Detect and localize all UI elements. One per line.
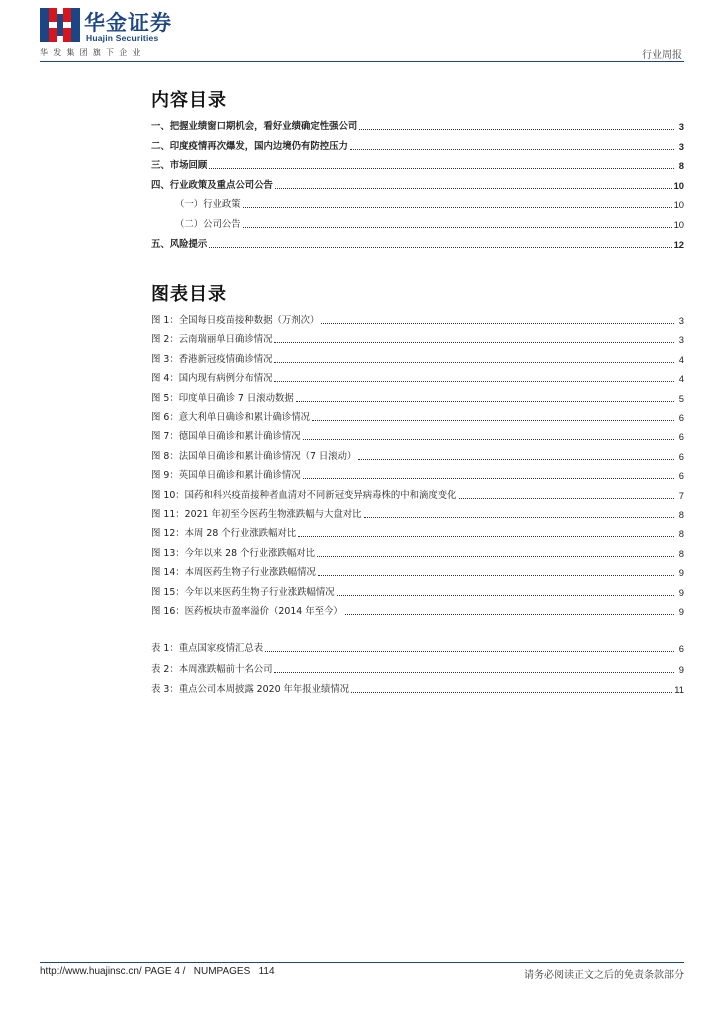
brand-name-en: Huajin Securities xyxy=(86,33,159,43)
figure-entry-page-number: 4 xyxy=(678,373,684,385)
figure-entry[interactable] xyxy=(151,371,684,385)
table-entry-page-number: 9 xyxy=(678,663,684,675)
dot-leader xyxy=(298,536,674,537)
dot-leader xyxy=(318,575,674,576)
table-entry-label: 表 3：重点公司本周披露 2020 年年报业绩情况 xyxy=(151,684,350,695)
dot-leader xyxy=(350,149,674,150)
contents-entry-page-number: 3 xyxy=(678,140,684,152)
contents-entry[interactable] xyxy=(151,237,684,251)
figure-entry-page-number: 6 xyxy=(678,431,684,443)
contents-entry-page-number: 3 xyxy=(678,121,684,132)
dot-leader xyxy=(243,227,672,228)
figure-entry-label: 图 6：意大利单日确诊和累计确诊情况 xyxy=(151,412,310,423)
figure-entry[interactable] xyxy=(151,313,684,327)
table-entry[interactable] xyxy=(151,641,684,655)
figure-entry[interactable] xyxy=(151,604,684,618)
contents-entry[interactable] xyxy=(175,197,684,211)
table-entry-label: 表 1：重点国家疫情汇总表 xyxy=(151,643,264,654)
figure-entry-label: 图 11：2021 年初至今医药生物涨跌幅与大盘对比 xyxy=(151,509,362,520)
figures-title: 图表目录 xyxy=(151,284,227,305)
contents-entry-page-number: 10 xyxy=(673,219,684,230)
figure-entry-page-number: 6 xyxy=(678,412,684,423)
figure-entry[interactable] xyxy=(151,352,684,366)
figure-entry-page-number: 6 xyxy=(678,470,684,482)
contents-entry-label: 四、行业政策及重点公司公告 xyxy=(151,179,273,191)
report-type: 行业周报 xyxy=(642,50,682,61)
figure-entry-page-number: 8 xyxy=(678,528,684,540)
figure-entry[interactable] xyxy=(151,449,684,463)
figure-entry-label: 图 2：云南瑞丽单日确诊情况 xyxy=(151,334,273,346)
figure-entry[interactable] xyxy=(151,468,684,482)
figure-entry-page-number: 3 xyxy=(678,315,684,326)
figure-entry-page-number: 9 xyxy=(678,567,684,579)
dot-leader xyxy=(303,478,674,479)
contents-entry-label: （二）公司公告 xyxy=(175,219,241,230)
figure-entry-label: 图 12：本周 28 个行业涨跌幅对比 xyxy=(151,528,297,540)
figure-entry[interactable] xyxy=(151,332,684,346)
dot-leader xyxy=(459,498,674,499)
figure-entry-label: 图 10：国药和科兴疫苗接种者血清对不同新冠变异病毒株的中和滴度变化 xyxy=(151,489,457,501)
dot-leader xyxy=(312,420,674,421)
figure-entry-page-number: 6 xyxy=(678,450,684,462)
dot-leader xyxy=(274,381,674,382)
huajin-logo-icon xyxy=(40,8,80,42)
dot-leader xyxy=(337,595,674,596)
brand-name-cn: 华金证券 xyxy=(84,11,172,35)
figure-entry[interactable] xyxy=(151,507,684,521)
figure-entry-page-number: 4 xyxy=(678,353,684,365)
figure-entry[interactable] xyxy=(151,565,684,579)
figure-entry-label: 图 16：医药板块市盈率溢价（2014 年至今） xyxy=(151,606,343,617)
figure-entry-label: 图 14：本周医药生物子行业涨跌幅情况 xyxy=(151,567,316,579)
header-divider xyxy=(40,61,684,62)
figure-entry-page-number: 5 xyxy=(678,392,684,404)
figure-entry-page-number: 7 xyxy=(678,489,684,501)
contents-entry-page-number: 10 xyxy=(673,179,684,191)
figure-entry-page-number: 9 xyxy=(678,586,684,598)
dot-leader xyxy=(351,692,672,693)
dot-leader xyxy=(274,362,674,363)
figure-entry-label: 图 5：印度单日确诊 7 日滚动数据 xyxy=(151,392,294,404)
table-entry-label: 表 2：本周涨跌幅前十名公司 xyxy=(151,663,273,675)
figure-entry[interactable] xyxy=(151,488,684,502)
contents-entry-label: 三、市场回顾 xyxy=(151,160,208,172)
dot-leader xyxy=(274,342,674,343)
contents-entry[interactable] xyxy=(151,119,684,133)
dot-leader xyxy=(275,188,672,189)
figure-entry-label: 图 9：英国单日确诊和累计确诊情况 xyxy=(151,470,301,482)
dot-leader xyxy=(358,459,674,460)
brand-group-tagline: 华发集团旗下企业 xyxy=(40,48,146,57)
contents-entry[interactable] xyxy=(175,217,684,231)
dot-leader xyxy=(209,168,674,169)
contents-title: 内容目录 xyxy=(151,90,227,111)
figure-entry-page-number: 8 xyxy=(678,547,684,559)
dot-leader xyxy=(359,129,674,130)
contents-entry-label: 二、印度疫情再次爆发，国内边境仍有防控压力 xyxy=(151,140,348,152)
dot-leader xyxy=(321,323,674,324)
dot-leader xyxy=(243,207,672,208)
dot-leader xyxy=(345,614,674,615)
table-entry[interactable] xyxy=(151,662,684,676)
figure-entry[interactable] xyxy=(151,429,684,443)
figure-entry-label: 图 13：今年以来 28 个行业涨跌幅对比 xyxy=(151,547,316,559)
figure-entry-label: 图 8：法国单日确诊和累计确诊情况（7 日滚动） xyxy=(151,450,357,462)
table-entry[interactable] xyxy=(151,682,684,696)
figure-entry-page-number: 3 xyxy=(678,334,684,346)
footer-url[interactable]: http://www.huajinsc.cn/ PAGE 4 / NUMPAGES 114 xyxy=(40,966,275,977)
figure-entry-page-number: 8 xyxy=(678,509,684,520)
contents-entry-label: 五、风险提示 xyxy=(151,238,208,250)
footer-divider xyxy=(40,962,684,963)
figure-entry-page-number: 9 xyxy=(678,606,684,617)
table-entry-page-number: 6 xyxy=(678,643,684,654)
contents-entry[interactable] xyxy=(151,178,684,192)
contents-entry-page-number: 12 xyxy=(673,238,684,250)
figure-entry[interactable] xyxy=(151,546,684,560)
contents-entry-page-number: 8 xyxy=(678,160,684,172)
contents-entry[interactable] xyxy=(151,158,684,172)
contents-entry-label: 一、把握业绩窗口期机会，看好业绩确定性强公司 xyxy=(151,121,358,132)
dot-leader xyxy=(364,517,675,518)
figure-entry-label: 图 7：德国单日确诊和累计确诊情况 xyxy=(151,431,301,443)
dot-leader xyxy=(274,672,674,673)
figure-entry[interactable] xyxy=(151,410,684,424)
dot-leader xyxy=(303,439,674,440)
figure-entry-label: 图 3：香港新冠疫情确诊情况 xyxy=(151,353,273,365)
figure-entry-label: 图 1：全国每日疫苗接种数据（万剂次） xyxy=(151,315,320,326)
figure-entry[interactable] xyxy=(151,585,684,599)
figure-entry[interactable] xyxy=(151,526,684,540)
figure-entry-label: 图 4：国内现有病例分布情况 xyxy=(151,373,273,385)
dot-leader xyxy=(296,401,674,402)
contents-entry-label: （一）行业政策 xyxy=(175,199,241,211)
figure-entry-label: 图 15：今年以来医药生物子行业涨跌幅情况 xyxy=(151,586,335,598)
dot-leader xyxy=(317,556,674,557)
contents-entry-page-number: 10 xyxy=(673,199,684,211)
page-header xyxy=(40,0,684,62)
figure-entry[interactable] xyxy=(151,391,684,405)
footer-disclaimer: 请务必阅读正文之后的免责条款部分 xyxy=(524,970,684,981)
dot-leader xyxy=(209,247,671,248)
dot-leader xyxy=(265,651,674,652)
table-entry-page-number: 11 xyxy=(674,684,684,695)
contents-entry[interactable] xyxy=(151,139,684,153)
